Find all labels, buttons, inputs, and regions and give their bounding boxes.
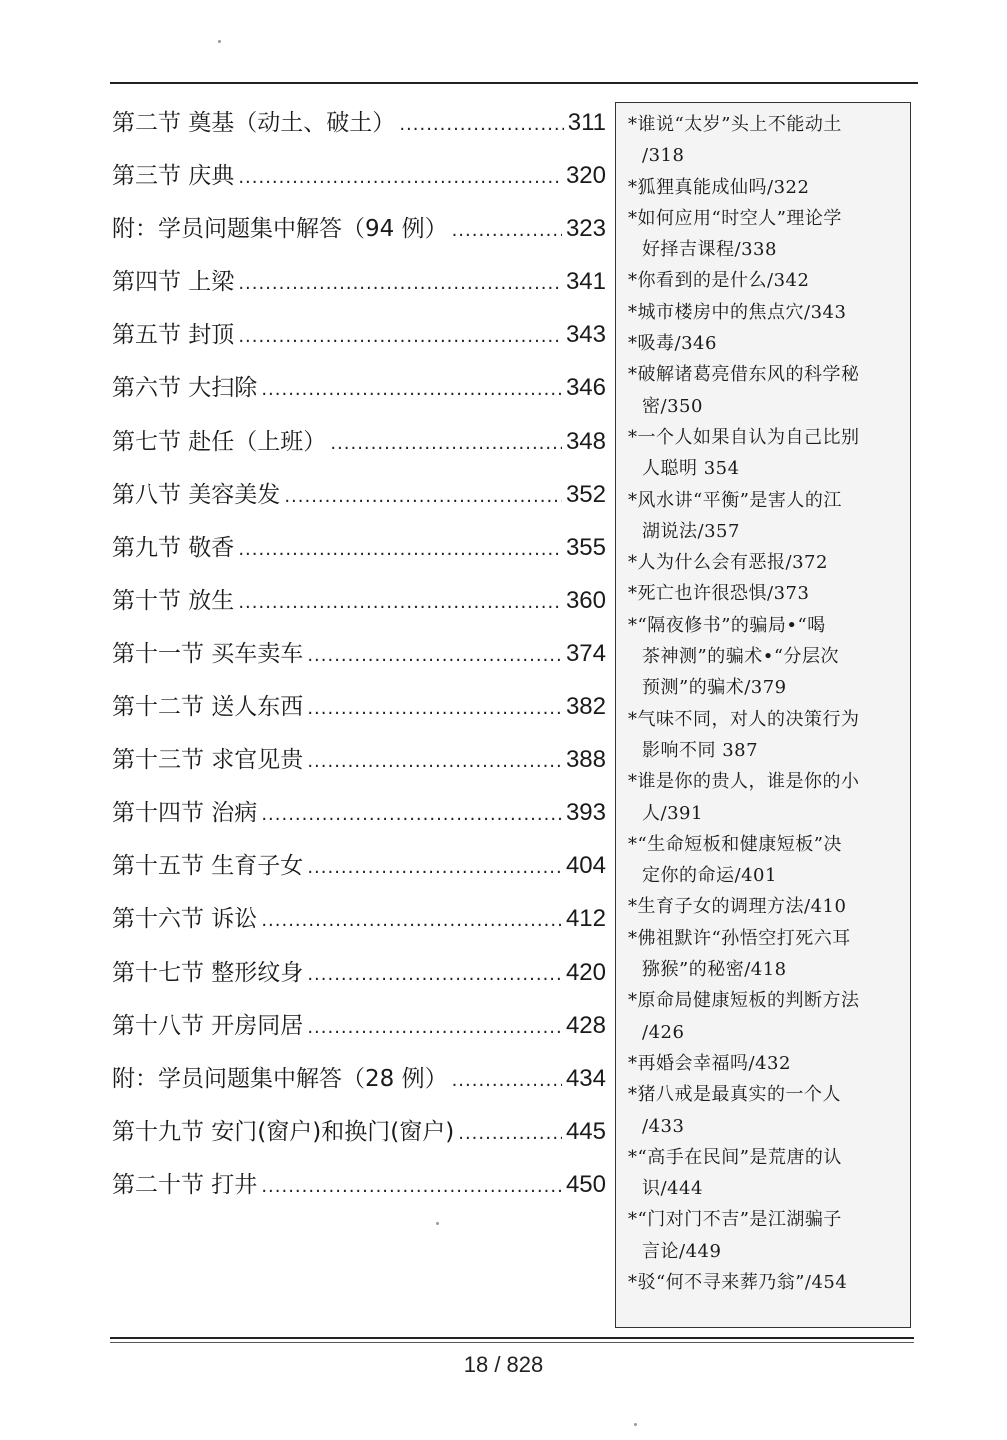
toc-leader-dots: [307, 735, 562, 788]
sidebar-item: *谁是你的贵人，谁是你的小: [628, 771, 860, 793]
toc-entry[interactable]: [112, 1052, 606, 1105]
toc-entry-title: 第七节 赴任（上班）: [112, 428, 327, 455]
toc-entry[interactable]: [112, 892, 606, 945]
toc-entry[interactable]: [112, 96, 606, 149]
toc-entry[interactable]: [112, 149, 606, 202]
toc-entry-page: 374: [565, 639, 606, 667]
sidebar-line-continuation: 湖说法/357: [642, 520, 740, 542]
toc-entry-title: 第十一节 买车卖车: [112, 640, 304, 667]
toc-entry[interactable]: [112, 308, 606, 361]
toc-entry-title: 附：学员问题集中解答（28 例）: [112, 1065, 448, 1092]
toc-entry[interactable]: [112, 415, 606, 468]
sidebar-line-continuation: 猕猴”的秘密/418: [642, 959, 787, 981]
sidebar-item: *破解诸葛亮借东风的科学秘: [628, 364, 860, 386]
toc-entry-title: 附：学员问题集中解答（94 例）: [112, 216, 448, 243]
toc-leader-dots: [238, 151, 562, 204]
toc-leader-dots: [307, 682, 562, 735]
toc-leader-dots: [284, 470, 562, 523]
scan-speck: [634, 1423, 637, 1426]
toc-entry-title: 第十三节 求官见贵: [112, 747, 304, 774]
toc-entry[interactable]: [112, 999, 606, 1052]
toc-entry[interactable]: [112, 1105, 606, 1158]
toc-entry-page: 360: [565, 586, 606, 614]
sidebar-line-continuation: /426: [642, 1021, 685, 1043]
toc-entry-title: 第二节 奠基（动土、破土）: [112, 110, 396, 136]
sidebar-item: *谁说“太岁”头上不能动土: [628, 114, 842, 135]
toc-entry[interactable]: [112, 255, 606, 308]
toc-entry[interactable]: [112, 574, 606, 627]
toc-leader-dots: [238, 257, 562, 310]
sidebar-item: *猪八戒是最真实的一个人: [628, 1084, 841, 1106]
sidebar-item: *再婚会幸福吗/432: [628, 1052, 791, 1074]
toc-entry-page: 388: [565, 746, 606, 774]
toc-leader-dots: [307, 841, 562, 894]
toc-leader-dots: [238, 523, 562, 576]
sidebar-item: *死亡也许很恐惧/373: [628, 583, 810, 605]
toc-entry[interactable]: [112, 839, 606, 892]
toc-entry-page: 348: [565, 427, 606, 455]
sidebar-item: *“隔夜修书”的骗局•“喝: [628, 614, 826, 636]
sidebar-item: *佛祖默许“孙悟空打死六耳: [628, 927, 851, 949]
sidebar-item: *你看到的是什么/342: [628, 270, 810, 292]
toc-entry-title: 第八节 美容美发: [112, 481, 281, 508]
page-indicator: 18 / 828: [463, 1352, 544, 1377]
sidebar-line-continuation: 言论/449: [642, 1240, 722, 1262]
toc-entry-title: 第六节 大扫除: [112, 375, 258, 402]
toc-entry-page: 343: [565, 321, 606, 349]
toc-entry-title: 第二十节 打井: [112, 1171, 258, 1198]
toc-entry-page: 393: [565, 799, 606, 827]
bottom-rule: [110, 1337, 914, 1339]
sidebar-line-continuation: 定你的命运/401: [642, 865, 777, 887]
toc-entry[interactable]: [112, 627, 606, 680]
sidebar-box: [615, 102, 911, 1328]
toc-entry-page: 434: [565, 1064, 606, 1092]
toc-leader-dots: [452, 1054, 562, 1107]
sidebar-item: *驳“何不寻来葬乃翁”/454: [628, 1271, 848, 1293]
toc-entry[interactable]: [112, 1158, 606, 1211]
toc-entry-title: 第十九节 安门(窗户)和换门(窗户): [112, 1118, 455, 1145]
sidebar-line-continuation: 好择吉课程/338: [642, 239, 777, 261]
sidebar-item: *狐狸真能成仙吗/322: [628, 176, 810, 198]
sidebar-item: *气味不同，对人的决策行为: [628, 708, 860, 730]
toc-leader-dots: [238, 576, 562, 629]
toc-entry[interactable]: [112, 733, 606, 786]
toc-entry-title: 第十节 放生: [112, 587, 235, 614]
toc-entry-title: 第十四节 治病: [112, 800, 258, 827]
toc-entry[interactable]: [112, 202, 606, 255]
toc-leader-dots: [261, 363, 562, 416]
toc-entry-page: 428: [565, 1011, 606, 1039]
toc-entry[interactable]: [112, 361, 606, 414]
toc-entry-page: 412: [565, 905, 606, 933]
sidebar-line-continuation: 密/350: [642, 395, 703, 417]
sidebar-list: [628, 109, 908, 1298]
toc-entry-page: 420: [565, 958, 606, 986]
toc-entry-title: 第十七节 整形纹身: [112, 959, 304, 986]
sidebar-item: *城市楼房中的焦点穴/343: [628, 301, 847, 323]
toc-leader-dots: [261, 1160, 562, 1213]
bottom-rule-thin: [110, 1342, 914, 1343]
toc-leader-dots: [261, 894, 562, 947]
toc-entry-title: 第九节 敬香: [112, 534, 235, 561]
sidebar-item: *“生命短板和健康短板”决: [628, 833, 842, 855]
toc-leader-dots: [307, 948, 562, 1001]
toc-leader-dots: [458, 1107, 562, 1160]
toc-entry-title: 第五节 封顶: [112, 322, 235, 349]
toc-entry-title: 第四节 上梁: [112, 269, 235, 296]
sidebar-line-continuation: 人聪明 354: [642, 458, 740, 480]
toc-entry[interactable]: [112, 786, 606, 839]
toc-entry[interactable]: [112, 946, 606, 999]
toc-entry-page: 311: [567, 109, 606, 136]
toc-entry-page: 352: [565, 480, 606, 508]
sidebar-item: *风水讲“平衡”是害人的江: [628, 489, 842, 511]
toc-entry-page: 450: [565, 1170, 606, 1198]
sidebar-line-continuation: 影响不同 387: [642, 739, 759, 761]
toc-entry[interactable]: [112, 468, 606, 521]
toc-entry-page: 355: [565, 533, 606, 561]
toc-entry-page: 382: [565, 693, 606, 721]
sidebar-item: *人为什么会有恶报/372: [628, 552, 828, 574]
sidebar-line-continuation: 预测”的骗术/379: [642, 677, 787, 699]
sidebar-item: *“高手在民间”是荒唐的认: [628, 1146, 842, 1168]
scan-speck: [218, 40, 221, 43]
scan-speck: [436, 1222, 439, 1225]
toc-entry-page: 323: [565, 215, 606, 243]
sidebar-line-continuation: /318: [642, 145, 685, 167]
toc-entry-title: 第三节 庆典: [112, 163, 235, 190]
toc-entry-title: 第十二节 送人东西: [112, 694, 304, 721]
toc-leader-dots: [399, 98, 563, 151]
toc-entry[interactable]: [112, 521, 606, 574]
sidebar-item: *生育子女的调理方法/410: [628, 896, 847, 918]
toc-leader-dots: [307, 629, 562, 682]
toc-entry-page: 341: [565, 268, 606, 296]
sidebar-line-continuation: 人/391: [642, 802, 703, 824]
toc-leader-dots: [452, 204, 562, 257]
toc-entry-page: 346: [565, 374, 606, 402]
sidebar-item: *一个人如果自认为自己比别: [628, 426, 860, 448]
toc-entry[interactable]: [112, 680, 606, 733]
toc-entry-page: 404: [565, 852, 606, 880]
sidebar-item: *吸毒/346: [628, 333, 717, 355]
toc-leader-dots: [238, 310, 562, 363]
table-of-contents: [112, 96, 606, 1211]
sidebar-line-continuation: 识/444: [642, 1178, 703, 1200]
toc-entry-page: 320: [565, 162, 606, 190]
toc-leader-dots: [261, 788, 562, 841]
sidebar-item: *如何应用“时空人”理论学: [628, 207, 842, 229]
toc-leader-dots: [330, 417, 562, 470]
toc-entry-page: 445: [565, 1117, 606, 1145]
sidebar-item: *“门对门不吉”是江湖骗子: [628, 1209, 842, 1231]
toc-entry-title: 第十五节 生育子女: [112, 853, 304, 880]
top-rule: [110, 82, 918, 84]
sidebar-line-continuation: /433: [642, 1115, 685, 1137]
sidebar-item: *原命局健康短板的判断方法: [628, 990, 860, 1012]
toc-leader-dots: [307, 1001, 562, 1054]
sidebar-line-continuation: 茶神测”的骗术•“分层次: [642, 646, 840, 668]
toc-entry-title: 第十六节 诉讼: [112, 906, 258, 933]
toc-entry-title: 第十八节 开房同居: [112, 1012, 304, 1039]
